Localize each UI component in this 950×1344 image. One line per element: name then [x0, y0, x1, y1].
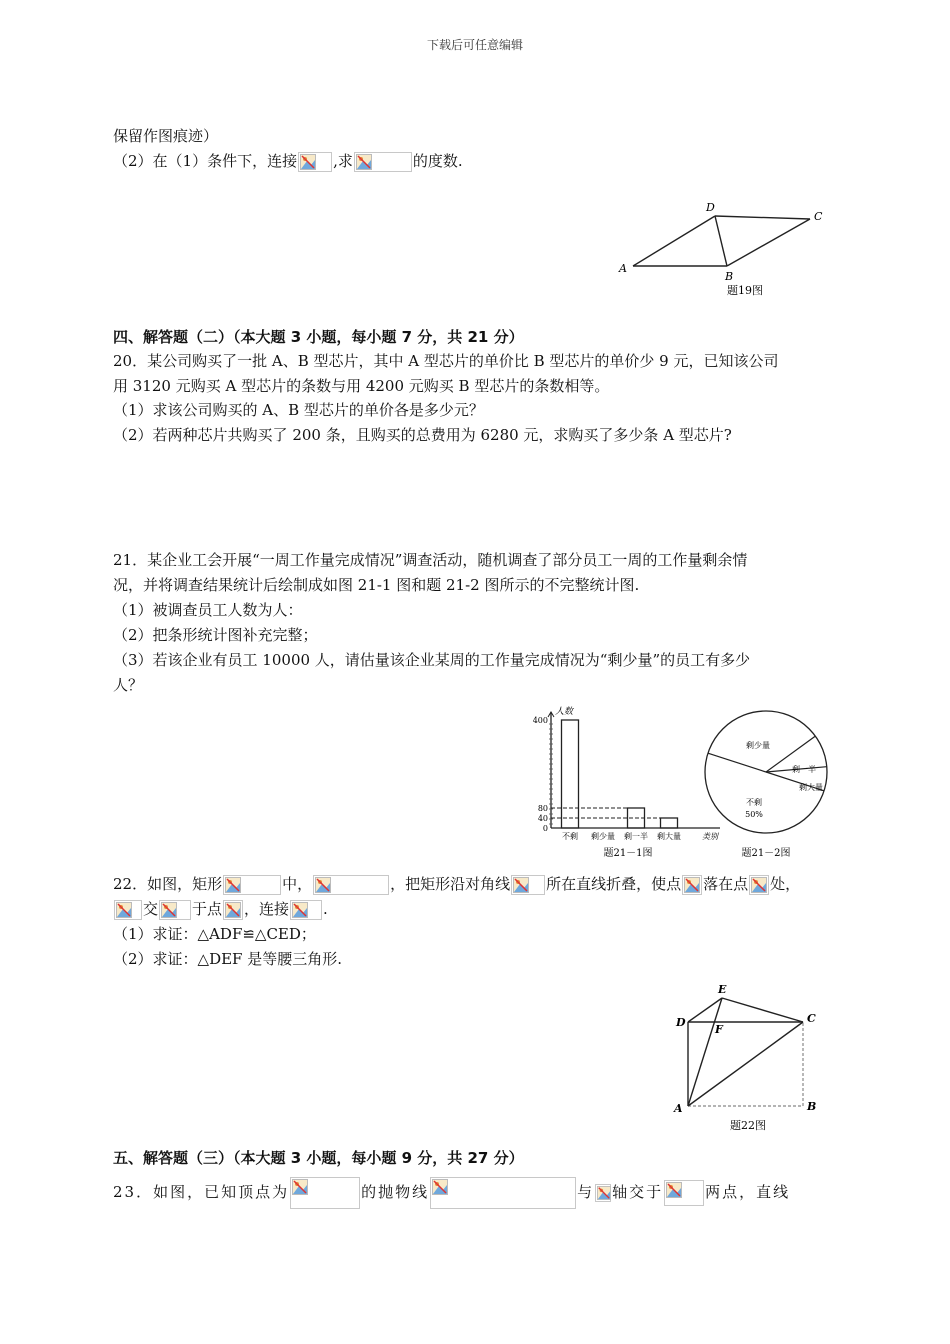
formula-image: [223, 900, 243, 920]
formula-image: [298, 152, 332, 172]
label-C: C: [814, 210, 823, 223]
formula-image: [290, 1177, 360, 1209]
question-21-part3: （3）若该企业有员工 10000 人，请估量该企业某周的工作量完成情况为“剩少量”的员工有多少: [113, 651, 751, 669]
chart-caption: 题21－1图: [603, 848, 653, 859]
formula-image: [354, 152, 412, 172]
pie-chart-21-2: [700, 702, 840, 862]
question-22-text: 22．如图，矩形 中， ，把矩形沿对角线 所在直线折叠，使点 落在点 处，: [113, 875, 801, 893]
question-22-text: 交 于点 ，连接 .: [113, 897, 843, 921]
formula-image: [595, 1184, 611, 1202]
formula-image: [159, 900, 191, 920]
question-22-part1: （1）求证：△ADF≌△CED；: [113, 925, 316, 943]
question-19-part2: （2）在（1）条件下，连接 ,求 的度数.: [113, 152, 463, 170]
formula-image: [114, 900, 142, 920]
label-D: D: [706, 201, 715, 214]
figure-caption: 题19图: [727, 284, 763, 297]
formula-image: [223, 875, 281, 895]
pie-slice-label: 剩一半: [792, 765, 816, 774]
label-B: B: [725, 270, 734, 283]
figure-22: [668, 975, 838, 1135]
label-E: E: [718, 983, 727, 996]
question-21-text: 况，并将调查结果统计后绘制成如图 21-1 图和题 21-2 图所示的不完整统计图.: [113, 576, 640, 594]
bar: [562, 720, 579, 828]
x-tick-label: 剩一半: [624, 832, 648, 841]
question-21-part2: （2）把条形统计图补充完整；: [113, 626, 318, 644]
x-tick-label: 剩大量: [657, 832, 681, 841]
pie-slice-label: 剩少量: [746, 741, 770, 750]
question-20-part1: （1）求该公司购买的 A、B 型芯片的单价各是多少元？: [113, 401, 484, 419]
pie-slice-label: 剩大量: [799, 783, 823, 792]
question-20-text: 20．某公司购买了一批 A、B 型芯片，其中 A 型芯片的单价比 B 型芯片的单价少 9 元，已知该公司: [113, 352, 779, 370]
question-21-text: 21．某企业工会开展“一周工作量完成情况”调查活动，随机调查了部分员工一周的工作量剩余情: [113, 551, 748, 569]
formula-image: [664, 1180, 704, 1206]
question-21-part3-cont: 人？: [113, 676, 144, 694]
bar: [661, 818, 678, 828]
section-heading: 四、解答题（二）（本大题 3 小题，每小题 7 分，共 21 分）: [113, 328, 524, 346]
formula-image: [313, 875, 389, 895]
y-tick-label: 0: [542, 824, 548, 833]
label-F: F: [715, 1023, 723, 1036]
y-tick-label: 80: [537, 804, 548, 813]
x-tick-label: 剩少量: [591, 832, 615, 841]
figure-19: [605, 196, 845, 302]
y-tick-label: 400: [532, 716, 548, 725]
label-C: C: [807, 1012, 816, 1025]
question-20-part2: （2）若两种芯片共购买了 200 条，且购买的总费用为 6280 元，求购买了多少条 A 型芯片?: [113, 426, 732, 444]
text-line: 保留作图痕迹）: [113, 127, 219, 145]
formula-image: [682, 875, 702, 895]
label-B: B: [807, 1100, 817, 1113]
chart-caption: 题21－2图: [741, 848, 791, 859]
question-20-text: 用 3120 元购买 A 型芯片的条数与用 4200 元购买 B 型芯片的条数相等。: [113, 377, 610, 395]
y-tick-label: 40: [537, 814, 548, 823]
question-22-part2: （2）求证：△DEF 是等腰三角形.: [113, 950, 343, 968]
label-A: A: [619, 262, 627, 275]
formula-image: [290, 900, 322, 920]
section-heading: 五、解答题（三）（本大题 3 小题，每小题 9 分，共 27 分）: [113, 1149, 524, 1167]
formula-image: [430, 1177, 576, 1209]
figure-caption: 题22图: [730, 1119, 766, 1132]
formula-image: [511, 875, 545, 895]
pie-slice-label: 不剩: [746, 798, 762, 807]
x-tick-label: 不剩: [562, 832, 578, 841]
question-23-text: 23．如图，已知顶点为 的抛物线 与 轴交于 两点，直线: [113, 1177, 843, 1209]
y-axis-label: 人数: [555, 707, 574, 717]
pie-slice-percent: 50%: [745, 810, 763, 819]
label-D: D: [676, 1016, 686, 1029]
label-A: A: [674, 1102, 683, 1115]
x-axis-label: 类别: [702, 832, 718, 841]
formula-image: [749, 875, 769, 895]
page-header: 下载后可任意编辑: [426, 38, 523, 52]
pie-slice-boundary: [708, 753, 766, 772]
question-21-part1: （1）被调查员工人数为人：: [113, 601, 303, 619]
